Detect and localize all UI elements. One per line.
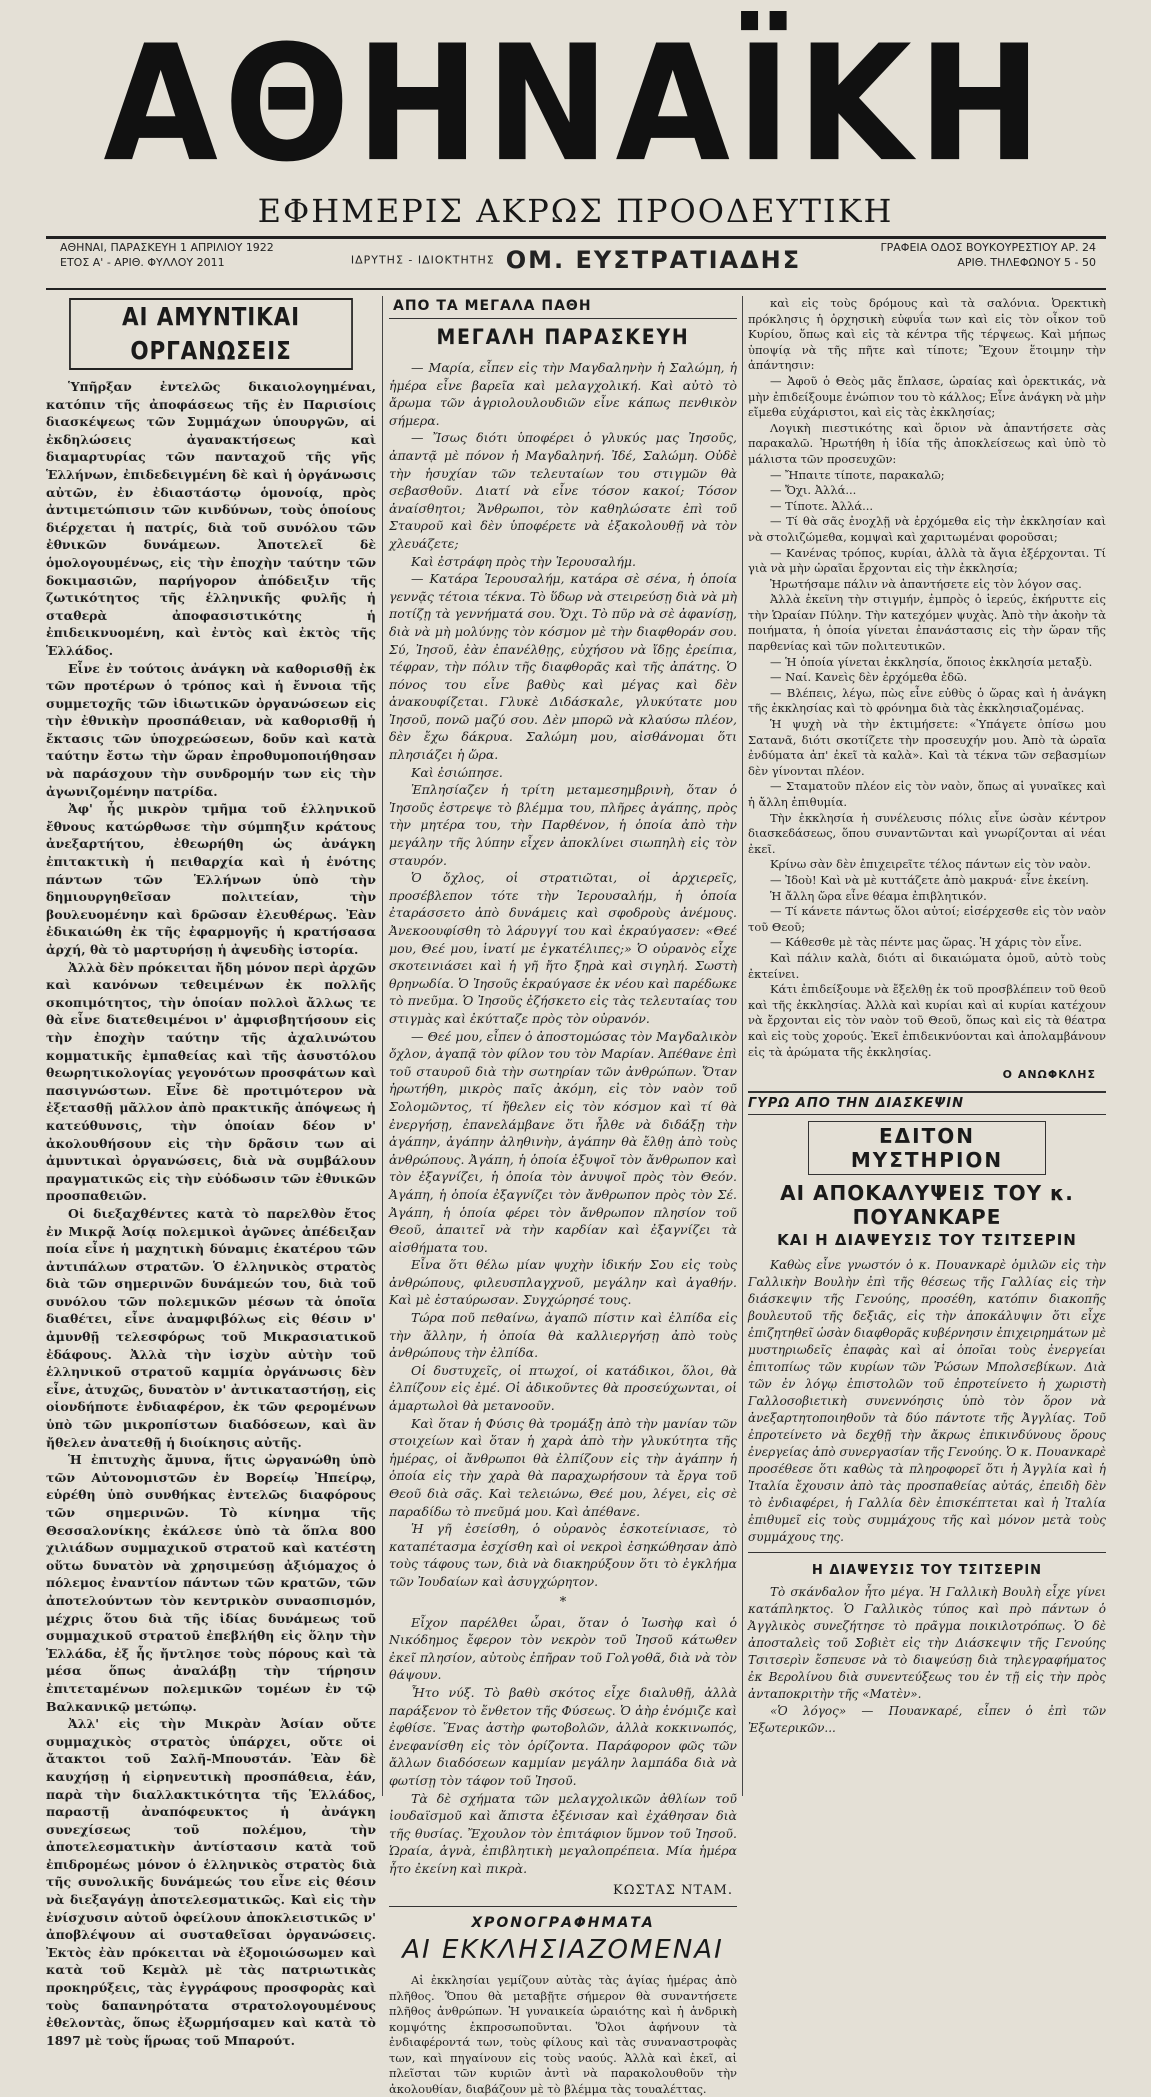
paragraph: Ἦτο νύξ. Τὸ βαθὺ σκότος εἶχε διαλυθῇ, ἀλλὰ παράξενον τὸ ἔνθετον τῆς Φύσεως. Ὁ ἀὴρ ἐνόμιζε καὶ ἐφθίσε. Ἕνας ἀστὴρ φωτοβολῶν, ἀλλὰ κοκκινωπός, ἐνεφανίσθη εἰς τὸν ὁρίζοντα. Παράφορον φῶς τῶν ἄλλων διαδόσεων καμμίαν μεγάλην λαμπάδα διὰ νὰ φωτίσῃ τὸν τάφον τοῦ Ἰησοῦ. xyxy=(389,1684,737,1788)
paragraph: Ἀφ' ἧς μικρὸν τμῆμα τοῦ ἑλληνικοῦ ἔθνους κατώρθωσε τὴν σύμπηξιν κράτους ἀνεξαρτήτου, ἐθεωρήθη ὡς ἀνάγκη ἐπιτακτικὴ ἡ πειθαρχία καὶ ἡ ἑνότης πάντων τῶν Ἑλλήνων ὑπὸ τὴν δημιουργηθεῖσαν πολιτείαν, τὴν βουλευομένην καὶ δρῶσαν ἐλευθέρως. Ἐὰν ἐδικαιώθη ἐκ τῆς ἐφαρμογῆς ἡ κρατήσασα ἀρχή, θὰ τὸ μαρτυρήσῃ ἡ ἀψευδὴς ἱστορία. xyxy=(46,801,376,957)
paragraph: Οἱ δυστυχεῖς, οἱ πτωχοί, οἱ κατάδικοι, ὅλοι, θὰ ἐλπίζουν εἰς ἐμέ. Οἱ ἀδικοῦντες θὰ προσεύχωνται, οἱ ἁμαρτωλοὶ θὰ μετανοοῦν. xyxy=(389,1362,737,1414)
paragraph: Εἶνα ὅτι θέλω μίαν ψυχὴν ἰδικήν Σου εἰς τοὺς ἀνθρώπους, φιλευσπλαγχνοῦ, μεγάλην καὶ ἀγαθήν. Καὶ μὲ ἐσταύρωσαν. Συγχώρησέ τους. xyxy=(389,1257,737,1308)
paragraph: Καθὼς εἶνε γνωστόν ὁ κ. Πουανκαρὲ ὁμιλῶν εἰς τὴν Γαλλικὴν Βουλὴν ἐπὶ τῆς θέσεως τῆς Γαλλίας εἰς τὴν διάσκεψιν τῆς Γενούης, προσέθη, κατόπιν διακοπῆς βουλευτοῦ τῆς δεξιᾶς, εἰς τὴν ἀποκάλυψιν ὅτι εἶχε ἐπιζητηθεῖ ὡσὰν διαφθορᾶς κυβέρνησιν ἐπιχειρημάτων μὲ μυστηριωδεῖς ἐπαφὰς καὶ αἱ ὁποῖαι τοὺς ἐνεργείαι ἐπιτοπίως τῶν κυρίων τῶν Ῥώσων Μπολσεβίκων. Διὰ τῶν ἐν λόγῳ ἐπιστολῶν τοῦ ἐπροτείνετο ἡ χωριστὴ Γαλλοσοβιετικὴ συνεννόησις ὑπὸ τὸν ὅρον νὰ ἀνεξαρτητοποιηθοῦν τὰ δύο πάντοτε τῆς Ἀγγλίας. Τοῦ ἐπροτείνετο νὰ δεχθῇ τὴν ἄκρως ἐπικινδύνους ὅρους ἐνεργείας ἀπὸ συνεργασίαν τῆς Γενούης. Ὁ κ. Πουανκαρὲ προσέθεσε ὅτι καθὼς τὰ πληροφορεῖ ὅτι ἡ Ἀγγλία καὶ ἡ Ἰταλία ἔχουσιν ἀπὸ τὰς προσπαθείας αὐτάς, ἐπειδὴ δὲν τὸ ἐνδιαφέρει, ἡ Γαλλία δὲν ἐπισκέπτεται καὶ ἡ Ἰταλία ἐπιθυμεῖ εἰς τοὺς συμμάχους τῆς καὶ μόνον μετὰ τοὺς συμμάχους της. xyxy=(748,1258,1106,1545)
article-body xyxy=(389,359,737,1591)
paragraph: — Ἤπαιτε τίποτε, παρακαλῶ; xyxy=(770,467,945,482)
article-body xyxy=(748,296,1106,1060)
paragraph: «Ὁ λόγος» — Πουανκαρέ, εἶπεν ὁ ἐπὶ τῶν Ἐξωτερικῶν... xyxy=(748,1704,1106,1736)
section-kicker: ΑΠΟ ΤΑ ΜΕΓΑΛΑ ΠΑΘΗ xyxy=(389,296,737,319)
article-body xyxy=(389,1973,737,2097)
paragraph: Τὸ σκάνδαλον ἦτο μέγα. Ἡ Γαλλικὴ Βουλὴ εἶχε γίνει κατάπληκτος. Ὁ Γαλλικὸς τύπος καὶ πρὸ πάντων ὁ Ἀγγλικὸς συνεζήτησε τὸ πρᾶγμα ποικιλοτρόπως. Ὁ δὲ ἀποσταλεὶς τοῦ Σοβιὲτ εἰς τὴν Διάσκεψιν τῆς Γενούης Τσιτσερὶν ἔσπευσε νὰ τὸ διαψεύσῃ διὰ τηλεγραφήματος ἐκ Βερολίνου διὰ συνεντεύξεως του ἐν τῇ εἰς τὴν πρὸς ἀνταποκριτὴν τῆς «Ματὲν». xyxy=(748,1585,1106,1702)
divider xyxy=(748,1552,1106,1553)
masthead xyxy=(0,0,1151,265)
newspaper-subtitle: ΕΦΗΜΕΡΙΣ ΑΚΡΩΣ ΠΡΟΟΔΕΥΤΙΚΗ xyxy=(257,192,894,230)
paragraph: Καὶ ἐσιώπησε. xyxy=(411,764,503,780)
paragraph: Ἠρωτήσαμε πάλιν νὰ ἀπαντήσετε εἰς τὸν λόγον σας. xyxy=(770,576,1082,591)
paragraph: — Ἴσως διότι ὑποφέρει ὁ γλυκύς μας Ἰησοῦς, ἀπαντᾷ μὲ πόνον ἡ Μαγδαληνή. Ἰδέ, Σαλώμη. Οὐδὲ τὴν ἡσυχίαν τῶν τελευταίων του στιγμῶν θὰ σεβασθοῦν. Διατί νὰ εἶνε τόσον κακοί; Τόσον ἀναίσθητοι; Ἄνθρωποι, τὸν καθηλώσατε ἐπὶ τοῦ Σταυροῦ καὶ δὲν ὑποφέρετε νὰ ἐξακολουθῇ νὰ τὸν χλευάζετε; xyxy=(389,430,737,551)
column-3 xyxy=(748,296,1106,1796)
article-headline: ΑΙ ΑΠΟΚΑΛΥΨΕΙΣ ΤΟΥ κ. ΠΟΥΑΝΚΑΡΕ xyxy=(780,1181,1074,1230)
paragraph: — Ἰδοὺ! Καὶ νὰ μὲ κυττάζετε ἀπὸ μακρυά· εἶνε ἐκείνη. xyxy=(770,872,1089,887)
masthead-bottom-rule xyxy=(46,288,1106,290)
column-divider xyxy=(742,296,743,1796)
paragraph: — Ὄχι. Ἀλλά... xyxy=(770,483,857,498)
paragraph: Ἐπλησίαζεν ἡ τρίτη μεταμεσημβρινὴ, ὅταν ὁ Ἰησοῦς ἐστρεψε τὸ βλέμμα του, πλῆρες ἀγάπης, πρὸς τὴν μητέρα του, τὴν Παρθένον, ἡ ὁποία ἀπὸ τὴν μεγάλην τῆς λύπην εἶχεν ἀποκλίνει σιωπηλὴ εἰς τὸν σταυρόν. xyxy=(389,782,737,868)
date-line: ΑΘΗΝΑΙ, ΠΑΡΑΣΚΕΥΗ 1 ΑΠΡΙΛΙΟΥ 1922 xyxy=(60,241,274,254)
paragraph: Εἶνε ἐν τούτοις ἀνάγκη νὰ καθορισθῇ ἐκ τῶν προτέρων ὁ τρόπος καὶ ἡ ἔννοια τῆς συμμετοχῆς τῶν ἰδιωτικῶν ὀργανώσεων εἰς τὴν ἐθνικὴν προσπάθειαν, νὰ καθορισθῇ ἡ ἔκτασις τῶν ὑποχρεώσεων, δοῦν καὶ κατὰ ταύτην ἔστω τὴν ὥραν ἐπροθυμοποιήθησαν νὰ παράσχουν τὴν συνδρομήν των εἰς τὴν ἀγωνιζομένην πατρίδα. xyxy=(46,660,376,799)
founder-info xyxy=(346,246,806,274)
paragraph: Ἀλλὰ δὲν πρόκειται ἤδη μόνον περὶ ἀρχῶν καὶ κανόνων τεθειμένων ἐκ πολλῆς σκοπιμότητος, τὴν ὁποίαν πολλοὶ ἄλλως τε θὰ εἶνε διατεθειμένοι ν' ἀμφισβητήσουν εἰς τὴν ἐποχὴν ταύτην τῆς ἀχαλινώτου κομματικῆς ἐμπαθείας καὶ τῆς ἀσυστόλου θεωρητικολογίας γεγονότων προσφάτων καὶ πασιγνώστων. Εἶνε δὲ προτιμότερον νὰ ἐξετασθῇ μᾶλλον ἀπὸ πρακτικῆς ἀπόψεως ἡ κατεύθυνσις, τὴν ὁποίαν δέον ν' ἀκολουθήσουν εἰς τὴν δρᾶσιν των αἱ ἀμυντικαὶ ὀργανώσεις, διὰ νὰ συμβάλουν πραγματικῶς εἰς τὴν εὐόδωσιν τῶν ἐθνικῶν προσπαθειῶν. xyxy=(46,959,376,1204)
paragraph: Ἀλλὰ ἐκεῖνη τὴν στιγμήν, ἐμπρὸς ὁ ἱερεύς, ἐκήρυττε εἰς τὴν Ὡραίαν Πύλην. Τὴν κατεχόμεν ψυχὰς. Ἀπὸ τὴν ἀκοὴν τὰ ποιήματα, ἡ ὁποία γίνεται ἐπανάστασις εἰς τὴν ὥραν τῆς παρθενίας καὶ τῶν πολιτευτικῶν. xyxy=(748,592,1106,654)
paragraph: Ἀλλ' εἰς τὴν Μικρὰν Ἀσίαν οὔτε συμμαχικὸς στρατὸς ὑπάρχει, οὔτε οἱ ἄτακτοι τοῦ Σαλῆ-Μπουστάν. Ἐὰν δὲ καυχήσῃ ἡ εἰρηνευτικὴ προσπάθεια, ἐάν, παρὰ τὴν διαλλακτικότητα τῆς Ἑλλάδος, παραστῇ ἀναπόφευκτος ἡ ἀνάγκη συνεχίσεως τοῦ πολέμου, τὴν ἀποτελεσματικὴν ἀντίστασιν κατὰ τοῦ ἐπιδρομέως μόνον ὁ ἑλληνικὸς στρατὸς διὰ τῆς συνολικῆς δυνάμεώς του εἶνε εἰς θέσιν νὰ διεξαγάγῃ ἀποτελεσματικῶς. Καὶ εἰς τὴν ἐνίσχυσιν αὐτοῦ ὀφείλουν ἀποκλειστικῶς ν' ἀποβλέψουν αἱ συσταθεῖσαι ὀργανώσεις. Ἐκτὸς ἐὰν πρόκειται νὰ ἐξομοιώσωμεν καὶ κατὰ τοῦ Κεμὰλ μὲ τὰς πατριωτικὰς προκηρύξεις, τὰς ἐγγράφους προσφορὰς καὶ τοὺς δαπανηρότατα στρατολογουμένους ἐθελοντὰς, ὅπως ἐξωρμήσαμεν καὶ κατὰ τὸ 1897 μὲ τοὺς ἥρωας τοῦ Μπαρούτ. xyxy=(46,1716,376,2048)
office-info xyxy=(881,240,1096,270)
paragraph: — Τί θὰ σᾶς ἐνοχλῇ νὰ ἐρχόμεθα εἰς τὴν ἐκκλησίαν καὶ νὰ στολιζώμεθα, κομψαὶ καὶ χαριτωμέναι φοροῦσαι; xyxy=(748,514,1106,544)
paragraph: Ἡ γῆ ἐσείσθη, ὁ οὐρανὸς ἐσκοτείνιασε, τὸ καταπέτασμα ἐσχίσθη καὶ οἱ νεκροὶ ἐσηκώθησαν ἀπὸ τοὺς τάφους των, διὰ νὰ διακηρύξουν ὅτι τὸ ἐγκλήμα τῶν Ἰουδαίων καὶ ἀσυγχώρητον. xyxy=(389,1521,737,1589)
paragraph: Ὁ ὄχλος, οἱ στρατιῶται, οἱ ἀρχιερεῖς, προσέβλεπον τότε τὴν Ἱερουσαλήμ, ἡ ὁποία ἐταράσσετο ἀπὸ δυνάμεις καὶ σφοδροὺς ἀνέμους. Ἀνεκοουφίσθη τὸ λάρυγγί του καὶ ἐκραύγασεν: «Θεέ μου, Θεέ μου, ἱνατί με ἐγκατέλιπες;» Ὁ οὐρανὸς εἶχε σκοτεινιάσει καὶ ἡ γῆ ἤτο ξηρὰ καὶ σιγηλή. Σωστὴ θρηνωδία. Ὁ Ἰησοῦς ἐκραύγασε ἐκ νέου καὶ παρέδωκε τὸ πνεῦμα. Ὁ Ἰησοῦς ἐζήσκετο εἰς τὰς τελευταίας του στιγμὰς καὶ ἐκύτταζε πρὸς τὸν οὐρανόν. xyxy=(389,870,737,1026)
paragraph: Οἱ διεξαχθέντες κατὰ τὸ παρελθὸν ἔτος ἐν Μικρᾷ Ἀσίᾳ πολεμικοὶ ἀγῶνες ἀπέδειξαν ποία εἶνε ἡ μαχητικὴ δύναμις ἑκατέρου τῶν ἀντιπάλων στρατῶν. Ὁ ἑλληνικὸς στρατὸς διὰ τῶν σημερινῶν δυνάμεών του, διὰ τοῦ συνόλου τῶν πολεμικῶν μέσων τὰ ὁποῖα διαθέτει, εἶνε ἀναμφιβόλως εἰς θέσιν ν' ἀμυνθῇ τελεσφόρως τοῦ Μικρασιατικοῦ ἐδάφους. Ἀλλὰ τὴν ἰσχὺν αὐτὴν τοῦ ἑλληνικοῦ στρατοῦ καμμία ὀργάνωσις δὲν εἶνε, ἀτυχῶς, δυνατὸν ν' ἀντικαταστήσῃ, εἰς οἱονδήποτε ἐνδιαφέρον, ἐκ τῶν φερομένων ὑπὸ τῶν μικροπίστων διαδόσεων, καὶ ἂν ἤθελεν ἀνατεθῇ ἡ διοίκησις αὐτῆς. xyxy=(46,1205,376,1450)
paragraph: Ἡ ἐπιτυχὴς ἄμυνα, ἥτις ὠργανώθη ὑπὸ τῶν Αὐτονομιστῶν ἐν Βορείῳ Ἠπείρῳ, εὑρέθη ὑπὸ συνθήκας ἐντελῶς διαφόρους τῶν σημερινῶν. Τὸ κίνημα τῆς Θεσσαλονίκης ἐκάλεσε ὑπὸ τὰ ὅπλα 800 χιλιάδων συμμαχικοῦ στρατοῦ καὶ κατέστη οὕτω δυνατὸν νὰ χρησιμεύσῃ ἀξιόμαχος ὁ πόλεμος ἐναντίον πάντων τῶν κρατῶν, τῶν ἀποτελούντων τὸν κεντρικὸν συνασπισμόν, μέχρις ὅτου διὰ τῆς ἰδίας δυνάμεως τοῦ συμμαχικοῦ στρατοῦ ἐπεβλήθη εἰς ὅλην τὴν Ἑλλάδα, ἐξ ἧς ἤντλησε τοὺς πόρους καὶ τὰ μέσα ὅπως ἀναλάβῃ τὴν τήρησιν ἐπιτεταμένων πολεμικῶν τομέων ἐν τῷ Βαλκανικῷ μετώπῳ. xyxy=(46,1452,376,1714)
paragraph: Καὶ ἐστράφη πρὸς τὴν Ἱερουσαλήμ. xyxy=(411,553,636,569)
paragraph: Ἡ ψυχὴ νὰ τὴν ἐκτιμήσετε: «Ὑπάγετε ὀπίσω μου Σατανᾶ, διότι σκοτίζετε τὴν προσευχήν μου. Ἀπὸ τὰ ὡραῖα ἐνδύματα ἀπ' ἐκεῖ τὰ καλὰ». Καὶ τὰ τέκνα τῶν σεβασμίων δὲν γίνονται πλέον. xyxy=(748,717,1106,778)
paragraph: — Ἀφοῦ ὁ Θεὸς μᾶς ἔπλασε, ὡραίας καὶ ὀρεκτικάς, νὰ μὴν ἐπιδείξουμε ἐνώπιον του τὸ κάλλος; Εἶνε ἀνάγκη νὰ μὴν εἴμεθα εὐχάριστοι, καὶ εἰς τὰς ἐκκλησίας; xyxy=(748,373,1106,420)
issue-line: ΕΤΟΣ Α' - ΑΡΙΘ. ΦΥΛΛΟΥ 2011 xyxy=(60,256,225,269)
paragraph: Κρίνω σὰν δὲν ἐπιχειρεῖτε τέλος πάντων εἰς τὸν ναὸν. xyxy=(770,857,1091,872)
author-signature: ΚΩΣΤΑΣ ΝΤΑΜ. xyxy=(613,1883,733,1899)
article-body xyxy=(748,1584,1106,1737)
paragraph: Τώρα ποῦ πεθαίνω, ἀγαπῶ πίστιν καὶ ἐλπίδα εἰς τὴν ἄλλην, ἡ ὁποία θὰ καλλιεργήσῃ ἀπὸ τοὺς ἀνθρώπους τὴν ἐλπίδα. xyxy=(389,1310,737,1361)
article-headline: ΑΙ ΑΜΥΝΤΙΚΑΙ ΟΡΓΑΝΩΣΕΙΣ xyxy=(69,298,353,370)
article-body xyxy=(389,1614,737,1878)
article-headline: ΜΕΓΑΛΗ ΠΑΡΑΣΚΕΥΗ xyxy=(436,325,690,349)
paragraph: — Κάθεσθε μὲ τὰς πέντε μας ὥρας. Ἡ χάρις τὸν εἶνε. xyxy=(770,935,1082,950)
paragraph: — Μαρία, εἶπεν εἰς τὴν Μαγδαληνὴν ἡ Σαλώμη, ἡ ἡμέρα εἶνε βαρεῖα καὶ μελαγχολική. Καὶ αὐτὸ τὸ ἄρωμα τῶν ἀγριολουλουδιῶν εἶνε κάπως πενθικὸν σήμερα. xyxy=(389,360,737,428)
section-separator: * xyxy=(559,1594,567,1610)
paragraph: — Τίποτε. Ἀλλά... xyxy=(770,498,874,513)
paragraph: Αἱ ἐκκλησίαι γεμίζουν αὐτὰς τὰς ἁγίας ἡμέρας ἀπὸ πλῆθος. Ὅπου θὰ μεταβῇτε σήμερον θὰ συναντήσετε πλῆθος ἀνθρώπων. Ἡ γυναικεία ὡραιότης καὶ ἡ ἀνδρικὴ κομψότης ἐκπροσωποῦνται. Ὅλοι ἀφήνουν τὰ ἐνδιαφέροντά των, τοὺς φίλους καὶ τὰς συναναστροφὰς των, καὶ πηγαίνουν εἰς τοὺς ναούς. Ἀλλὰ καὶ ἐκεῖ, αἱ πλεῖσται τῶν κυριῶν ἀντὶ νὰ παρακολουθοῦν τὴν ἀκολουθίαν, διαβάζουν μὲ τὸ βλέμμα τὰς τουαλέττας. xyxy=(389,1973,737,2096)
article-subheadline: ΚΑΙ Η ΔΙΑΨΕΥΣΙΣ ΤΟΥ ΤΣΙΤΣΕΡΙΝ xyxy=(777,1231,1077,1250)
paragraph: — Ἡ ὁποία γίνεται ἐκκλησία, ὅποιος ἐκκλησία μεταξὺ. xyxy=(770,654,1093,669)
column-2 xyxy=(389,296,737,2096)
paragraph: Καὶ πάλιν καλὰ, διότι αἱ δικαιώματα ὁμοῦ, αὐτὸ τοὺς ἐκτείνει. xyxy=(748,950,1106,981)
column-1 xyxy=(46,296,376,2048)
paragraph: Τὰ δὲ σχήματα τῶν μελαγχολικῶν ἀθλίων τοῦ ἰουδαϊσμοῦ καὶ ἄπιστα ἐξένισαν καὶ ἐχάθησαν διὰ τῆς θυσίας. Ἔχουλον τὸν ἐπιτάφιον ὕμνον τοῦ Ἰησοῦ. Ὡραία, ἁγνὰ, ἐπιβλητικὴ μεγαλοπρέπεια. Μία ἡμέρα ἦτο ἐκείνη καὶ πικρὰ. xyxy=(389,1790,737,1876)
article-overline: ΕΔΙΤΟΝ ΜΥΣΤΗΡΙΟΝ xyxy=(808,1121,1046,1175)
paragraph: Ὑπῆρξαν ἐντελῶς δικαιολογημέναι, κατόπιν τῆς ἀποφάσεως τῆς ἐν Παρισίοις διασκέψεως τῶν Συμμάχων ὑπουργῶν, αἱ ἐκδηλώσεις ἀγανακτήσεως καὶ διαμαρτυρίας τῶν πανταχοῦ τῆς γῆς Ἑλλήνων, ἐπιδεδειγμένη δὲ καὶ ἡ ὀργάνωσις αὐτῶν, ἐν ἐδιαστάστῳ ὁμονοίᾳ, πρὸς ἀντιμετώπισιν τῶν κινδύνων, τοὺς ὁποίους διέρχεται ἡ πατρίς, διὰ τοῦ συνόλου τῶν ἐθνικῶν δυνάμεων. Ἀποτελεῖ δὲ ὁμολογουμένως, εἰς τὴν ἐποχὴν ταύτην τῶν δοκιμασιῶν, παρήγορον ἀπόδειξιν τῆς ζωτικότητος τῆς ἑλληνικῆς φυλῆς ἡ σταθερὰ ἀποφασιστικότης ἡ ἐπιδεικνυομένη, καὶ ἐντὸς καὶ ἐκτὸς τῆς Ἑλλάδος. xyxy=(46,379,376,658)
masthead-info-bar xyxy=(46,240,1106,286)
paragraph: — Κανένας τρόπος, κυρίαι, ἀλλὰ τὰ ἄγια ἐξέρχονται. Τί γιὰ νὰ μὴν ὡραῖαι ἔρχονται εἰς τὴν ἐκκλησία; xyxy=(748,545,1106,576)
article-headline: ΑΙ ΕΚΚΛΗΣΙΑΖΟΜΕΝΑΙ xyxy=(402,1935,724,1966)
paragraph: Ἡ ἄλλη ὥρα εἶνε θέαμα ἐπιβλητικόν. xyxy=(770,888,987,903)
paragraph: Κάτι ἐπιδείξουμε νὰ ἔξελθῃ ἐκ τοῦ προσβλέπειν τοῦ θεοῦ καὶ τῆς ἐκκλησίας. Ἀλλὰ καὶ κυρίαι καὶ αἱ κυρίαι κατέχουν νὰ ἔρχονται εἰς τὸν ναὸν τοῦ Θεοῦ, ὅπως καὶ εἰς τὰ θέατρα καὶ εἰς τοὺς χορούς. Ἐκεῖ ἐπιδεικνύονται καὶ ἀπολαμβάνουν εἰς τὰ ἀρώματα τῆς ἐκκλησίας. xyxy=(748,982,1106,1059)
section-kicker: ΧΡΟΝΟΓΡΑΦΗΜΑΤΑ xyxy=(471,1915,655,1932)
issue-info xyxy=(60,240,274,270)
article-body xyxy=(748,1257,1106,1546)
paragraph: καὶ εἰς τοὺς δρόμους καὶ τὰ σαλόνια. Ὀρεκτικὴ πρόκλησις ἡ ὀρχησικὴ εὐφυΐα των καὶ εἰς τὸν οἶκον τοῦ Κυρίου, ὅπως καὶ εἰς τὰ κέντρα τῆς τέρψεως. Καὶ μήπως ὑποψίᾳ νὰ τῆς πῆτε καὶ τίποτε; Ἔχουν ἕτοιμην τὴν ἀπάντησιν: xyxy=(748,296,1106,373)
masthead-top-rule xyxy=(46,236,1106,239)
paragraph: — Σταματοῦν πλέον εἰς τὸν ναὸν, ὅπως αἱ γυναῖκες καὶ ἡ ἄλλη ἐπιθυμία. xyxy=(748,779,1106,809)
paragraph: — Ναί. Κανεὶς δὲν ἐρχόμεθα ἐδῶ. xyxy=(770,670,968,685)
section-kicker: ΓΥΡΩ ΑΠΟ ΤΗΝ ΔΙΑΣΚΕΨΙΝ xyxy=(748,1091,1106,1115)
paragraph: — Κατάρα Ἱερουσαλήμ, κατάρα σὲ σένα, ἡ ὁποία γεννᾷς τέτοια τέκνα. Τὸ ὕδωρ νὰ στειρεύσῃ διὰ νὰ μὴ ποτίζῃ τὰ γεννήματά σου. Ὄχι. Τὸ πῦρ νὰ σὲ ἀφανίσῃ, διὰ νὰ μὴ μολύνῃς τὸν κόσμον μὲ τὴν διαφθοράν σου. Σύ, Ἰησοῦ, ἐὰν ἐπανέλθῃς, εὐχήσου νὰ ἴδῃς ἐρείπια, τέφραν, τὴν πόλιν τῆς διαφθορᾶς καὶ τῆς ἀπάτης. Ὁ πόνος του εἶνε βαθὺς καὶ μέγας καὶ δὲν ἀνακουφίζεται. Γλυκὲ Διδάσκαλε, γλυκύτατε μου Ἰησοῦ, πονῶ μαζύ σου. Δὲν μπορῶ νὰ κλαύσω πλέον, δὲν ἔχω δάκρυα. Σαλώμη μου, αἰσθάνομαι ὅτι πλησιάζει ἡ ὥρα. xyxy=(389,571,737,763)
article-subheadline: Η ΔΙΑΨΕΥΣΙΣ ΤΟΥ ΤΣΙΤΣΕΡΙΝ xyxy=(811,1563,1043,1579)
paragraph: — Βλέπεις, λέγω, πὼς εἶνε εὐθὺς ὁ ὥρας καὶ ἡ ἀνάγκη τῆς ἐκκλησίας καὶ τὸ φρόνημα διὰ τὰς ἐκκλησιαζομένας. xyxy=(748,685,1106,716)
divider xyxy=(389,1906,737,1907)
founder-label: ΙΔΡΥΤΗΣ - ΙΔΙΟΚΤΗΤΗΣ xyxy=(350,253,495,267)
paragraph: Τὴν ἐκκλησία ἡ συνέλευσις πόλις εἶνε ὡσὰν κέντρον διασκεδάσεως, ὅπου συναντῶνται καὶ γνωρίζονται αἱ νέαι ἐκεῖ. xyxy=(748,810,1106,856)
article-body xyxy=(46,378,376,2049)
phone-line: ΑΡΙΘ. ΤΗΛΕΦΩΝΟΥ 5 - 50 xyxy=(957,256,1096,269)
paragraph: Λογικὴ πιεστικότης καὶ ὅριον νὰ ἀπαντήσετε σὰς παρακαλῶ. Ἠρωτήθη ἡ ἰδία τῆς ἀποκλείσεως καὶ ὑπὸ τὸ μάλιστα τῶν προσευχῶν: xyxy=(748,420,1106,466)
paragraph: — Θεέ μου, εἶπεν ὁ ἀποστομώσας τὸν Μαγδαλικὸν ὄχλον, ἀγαπᾷ τὸν φίλον του τὸν Μαρίαν. Ἀπέθανε ἐπὶ τοῦ σταυροῦ διὰ τὴν σωτηρίαν τῶν ἀνθρώπων. Ὅταν ἠρωτήθη, μικρὸς παῖς ἀκόμη, εἰς τὸν ναὸν τοῦ Σολομῶντος, τί ἤθελεν εἰς τὸν κόσμον καὶ τί θὰ ἐνεργήσῃ, ἐπανελάμβανε ὅτι ἦλθε νὰ διδάξῃ τὴν ἀγάπην, ἀγάπην ἀληθινὴν, ἀγάπην θὰ ἔλθῃ ἀπὸ τοὺς ἀνθρώπους. Ἀγάπη, ἡ ὁποία ἐξυψοῖ τὸν ἄνθρωπον καὶ τὸν ἐξαγνίζει, ἡ ὁποία τὸν ἀνυψοῖ πρὸς τὸν Θεόν. Ἀγάπη, ἡ ὁποία ἐξαγνίζει τὸν ἄνθρωπον πρὸς τὸν Σέ. Ἀγάπη, ἡ ὁποία φέρει τὸν ἄνθρωπον πλησίον τοῦ Θεοῦ, ἀπαιτεῖ νὰ τὴν καρδίαν καὶ ἐξαγνίζει τὰ αἰσθήματα του. xyxy=(389,1028,737,1255)
author-signature: Ο ΑΝΩΦΚΛΗΣ xyxy=(1002,1068,1096,1082)
column-divider xyxy=(382,296,383,1796)
office-line: ΓΡΑΦΕΙΑ ΟΔΟΣ ΒΟΥΚΟΥΡΕΣΤΙΟΥ ΑΡ. 24 xyxy=(880,241,1096,254)
paragraph: Εἶχον παρέλθει ὧραι, ὅταν ὁ Ἰωσὴφ καὶ ὁ Νικόδημος ἔφερον τὸν νεκρὸν τοῦ Ἰησοῦ κάτωθεν ἐκεῖ πλησίον, αὐτοὺς ἐπῆραν τοῦ Γολγοθᾶ, διὰ νὰ τὸν θάψουν. xyxy=(389,1614,737,1683)
newspaper-title: ΑΘΗΝΑΪΚΗ xyxy=(103,11,1048,197)
paragraph: Καὶ ὅταν ἡ Φύσις θὰ τρομάξῃ ἀπὸ τὴν μανίαν τῶν στοιχείων καὶ ὅταν ἡ χαρὰ ἀπὸ τὴν γλυκύτητα τῆς ἡμέρας, οἱ ἄνθρωποι θὰ ἐλπίζουν εἰς τὴν ἀγάπην ἡ ὁποία εἰς τὴν χαρὰ θὰ παραχωρήσουν τὰ ἔργα τοῦ Θεοῦ διὰ σᾶς. Καὶ τελειώνω, Θεέ μου, λέγει, εἰς σὲ παραδίδω τὸ πνεῦμά μου. Καὶ ἀπέθανε. xyxy=(389,1415,737,1519)
paragraph: — Τί κάνετε πάντως ὅλοι αὐτοί; εἰσέρχεσθε εἰς τὸν ναὸν τοῦ Θεοῦ; xyxy=(748,904,1106,934)
founder-name: ΟΜ. ΕΥΣΤΡΑΤΙΑΔΗΣ xyxy=(505,246,802,274)
